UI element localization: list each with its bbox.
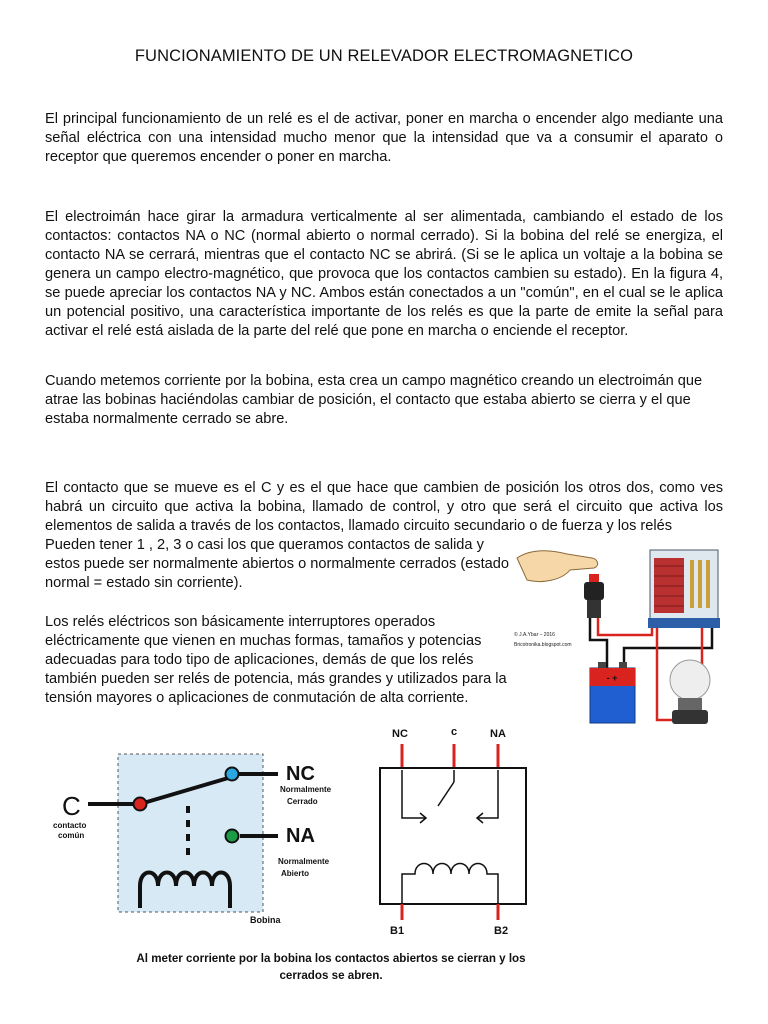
pin-c-label: c — [451, 726, 458, 738]
pin-na-label: NA — [490, 728, 506, 740]
paragraph-electroiman: El electroimán hace girar la armadura verticalmente al ser alimentada, cambiando el estado de los contactos: contactos NA o NC (normal abierto o normal cerrado). Si la bobina del relé se energiza, el contacto NA se cerrará, mientras que el contacto NC se abrirá. (Si se le aplica un voltaje a la bobina se genera un campo electro-magnético, que provoca que los contactos cambien su estado). En la figura 4, se puede apreciar los contactos NA y NC. Ambos están conectados a un "común", en el cual se le aplica un potencial positivo, una característica importante de los relés es que la parte de emite la señal para activar el relé está aislada de la parte del relé que pone en marcha o enciende el receptor. — [45, 209, 723, 339]
relay-schematic — [50, 738, 370, 938]
figure-caption — [100, 950, 562, 984]
circuit-illustration — [512, 540, 722, 730]
paragraph-corriente-bobina: Cuando metemos corriente por la bobina, esta crea un campo magnético creando un electroimán que atrae las bobinas haciéndolas cambiar de posición, el contacto que estaba abierto se cierra y el que estaba normalmente cerrado se abre. — [45, 373, 703, 427]
page-title: FUNCIONAMIENTO DE UN RELEVADOR ELECTROMAGNETICO — [134, 47, 634, 65]
bulb-icon — [670, 660, 710, 724]
label-na: NA — [286, 825, 315, 847]
paragraph-contacto-c: El contacto que se mueve es el C y es el que hace que cambien de posición los otros dos, como ves habrá un circuito que activa la bobina, llamado de control, y otro que será el circuito que activa los elementos de salida a través de los contactos, llamado circuito secundario o de fuerza y los relés — [45, 480, 723, 534]
paragraph-intro: El principal funcionamiento de un relé es el de activar, poner en marcha o encender algo mediante una señal eléctrica con una intensidad mucho menor que la intensidad que va a consumir el aparato o receptor que queremos encender o poner en marcha. — [45, 111, 723, 165]
label-c-desc-1: contacto — [53, 821, 87, 830]
label-c: C — [62, 791, 81, 821]
label-c-desc-2: común — [58, 831, 85, 840]
caption-line-1: Al meter corriente por la bobina los contactos abiertos se cierran y los — [136, 952, 526, 965]
battery-icon — [590, 662, 635, 723]
pin-b2-label: B2 — [494, 925, 509, 937]
pin-b1-label: B1 — [390, 925, 405, 937]
label-nc: NC — [286, 763, 315, 785]
relay-icon — [648, 550, 720, 628]
finger-icon — [517, 551, 598, 582]
credit-blog: Bricotronika.blogspot.com — [514, 642, 572, 648]
relay-pin-diagram — [370, 722, 540, 937]
label-bobina: Bobina — [250, 915, 281, 925]
label-na-desc-1: Normalmente — [278, 857, 330, 866]
label-nc-desc-1: Normalmente — [280, 785, 332, 794]
pin-nc-label: NC — [392, 728, 408, 740]
credit-author: © J.A.Ybar – 2016 — [514, 632, 555, 638]
paragraph-contactos-salida: Pueden tener 1 , 2, 3 o casi los que queramos contactos de salida y estos puede ser normalmente abiertos o normalmente cerrados (estado normal = estado sin corriente). — [45, 537, 509, 591]
label-na-desc-2: Abierto — [281, 869, 309, 878]
push-button-icon — [584, 574, 604, 618]
paragraph-reles-electricos: Los relés eléctricos son básicamente interruptores operados eléctricamente que vienen en muchas formas, tamaños y potencias adecuadas para todo tipo de aplicaciones, demás de que los relés también pueden ser relés de potencia, más grandes y utilizados para la tensión mayores o aplicaciones de conmutación de alta corriente. — [45, 614, 507, 706]
label-nc-desc-2: Cerrado — [287, 797, 318, 806]
battery-sign: - + — [606, 673, 618, 683]
caption-line-2: cerrados se abren. — [279, 969, 383, 982]
